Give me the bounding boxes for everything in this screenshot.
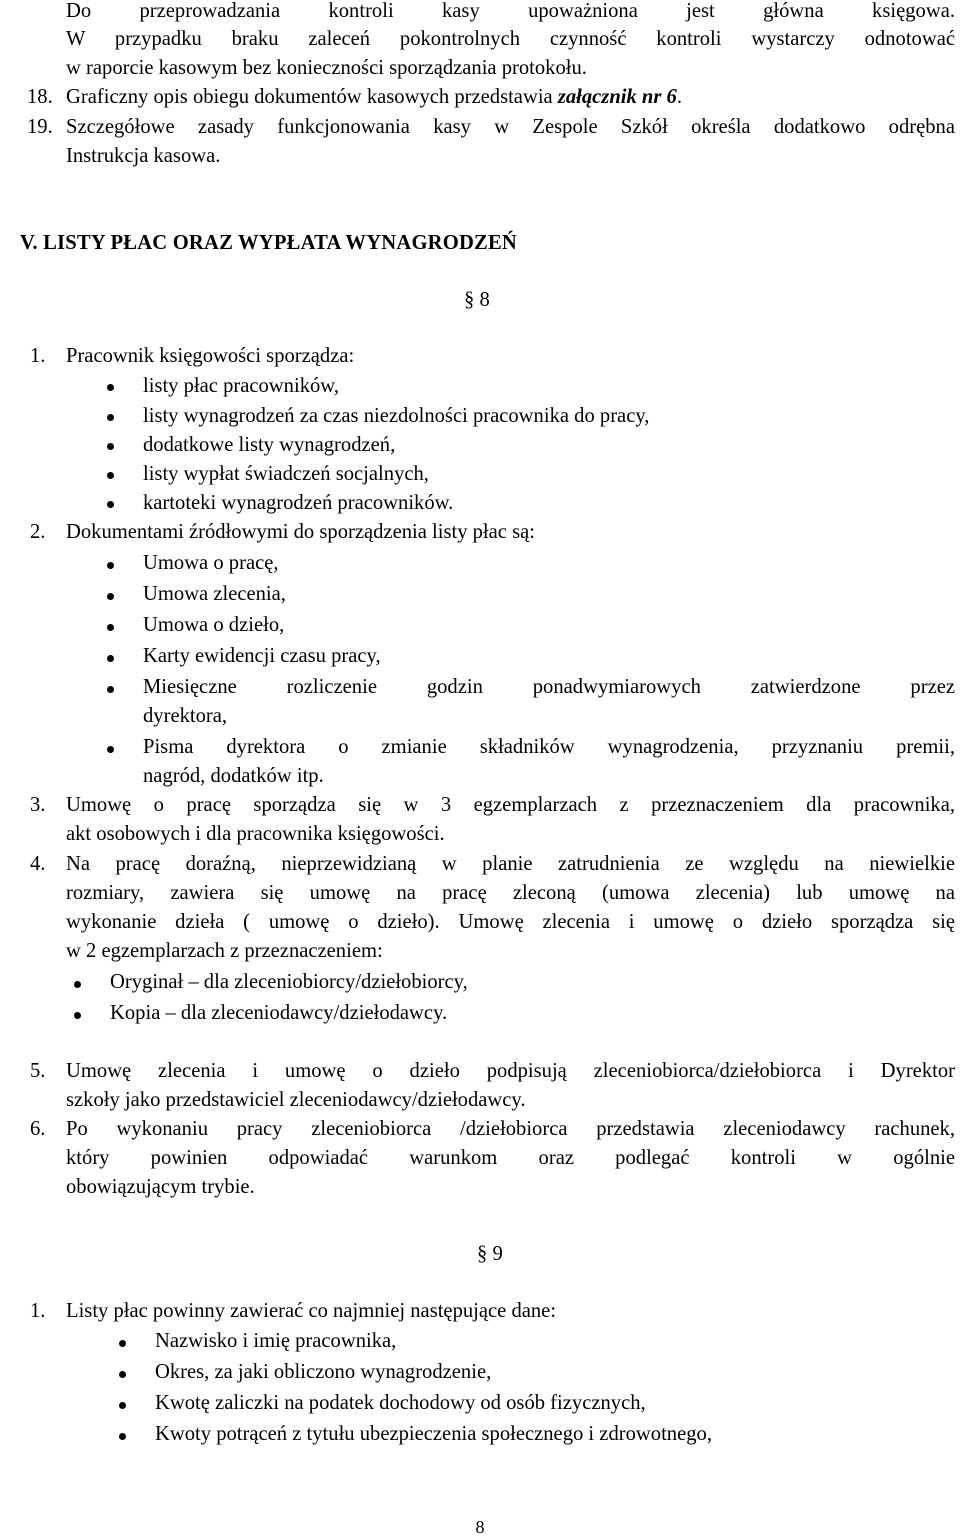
bullet-icon: [107, 501, 114, 508]
bullet-icon: [107, 686, 114, 693]
list-item: listy płac pracowników,: [143, 375, 339, 397]
list-item: Oryginał – dla zleceniobiorcy/dziełobiorcy,: [110, 971, 468, 993]
text-line: Na pracę doraźną, nieprzewidzianą w planie zatrudnienia ze względu na niewielkie: [66, 853, 955, 875]
list-item: Kwotę zaliczki na podatek dochodowy od osób fizycznych,: [155, 1392, 646, 1414]
text-line: Do przeprowadzania kontroli kasy upoważniona jest główna księgowa.: [66, 0, 955, 22]
list-item: Umowa o pracę,: [143, 552, 279, 574]
bullet-icon: [107, 624, 114, 631]
text-line: w raporcie kasowym bez konieczności sporządzania protokołu.: [66, 57, 587, 79]
bullet-icon: [107, 562, 114, 569]
list-item: Karty ewidencji czasu pracy,: [143, 645, 381, 667]
item-number: 5.: [30, 1060, 46, 1082]
text-line: rozmiary, zawiera się umowę na pracę zleconą (umowa zlecenia) lub umowę na: [66, 882, 955, 904]
text-line: szkoły jako przedstawiciel zleceniodawcy/dziełodawcy.: [66, 1089, 526, 1111]
bullet-icon: [107, 655, 114, 662]
section-heading: V. LISTY PŁAC ORAZ WYPŁATA WYNAGRODZEŃ: [20, 232, 517, 254]
list-item-continuation: nagród, dodatków itp.: [143, 765, 324, 787]
list-item: Miesięczne rozliczenie godzin ponadwymiarowych zatwierdzone przez: [143, 676, 955, 698]
bullet-icon: [119, 1340, 126, 1347]
item-text: Pracownik księgowości sporządza:: [66, 345, 355, 367]
item-number: 2.: [30, 521, 46, 543]
bullet-icon: [74, 1012, 81, 1019]
item-number: 19.: [27, 116, 53, 138]
item-text: Dokumentami źródłowymi do sporządzenia listy płac są:: [66, 521, 535, 543]
bullet-icon: [107, 443, 114, 450]
item-number: 3.: [30, 794, 46, 816]
list-item: Okres, za jaki obliczono wynagrodzenie,: [155, 1361, 492, 1383]
list-item: listy wynagrodzeń za czas niezdolności pracownika do pracy,: [143, 405, 650, 427]
text-line: Instrukcja kasowa.: [66, 145, 221, 167]
list-item: kartoteki wynagrodzeń pracowników.: [143, 492, 454, 514]
bullet-icon: [119, 1402, 126, 1409]
paragraph-sign: § 9: [477, 1243, 503, 1265]
text-line: który powinien odpowiadać warunkom oraz podlegać kontroli w ogólnie: [66, 1147, 955, 1169]
text-line: W przypadku braku zaleceń pokontrolnych czynność kontroli wystarczy odnotować: [66, 28, 955, 50]
bullet-icon: [107, 593, 114, 600]
text-line: obowiązującym trybie.: [66, 1176, 255, 1198]
bullet-icon: [74, 981, 81, 988]
list-item-continuation: dyrektora,: [143, 705, 228, 727]
bullet-icon: [119, 1371, 126, 1378]
bullet-icon: [107, 472, 114, 479]
text-line: Umowę o pracę sporządza się w 3 egzemplarzach z przeznaczeniem dla pracownika,: [66, 794, 955, 816]
attachment-reference: załącznik nr 6: [557, 86, 677, 108]
item-number: 6.: [30, 1118, 46, 1140]
text-line: wykonanie dzieła ( umowę o dzieło). Umowę zlecenia i umowę o dzieło sporządza się: [66, 911, 955, 933]
list-item: Umowa zlecenia,: [143, 583, 286, 605]
text-line: Umowę zlecenia i umowę o dzieło podpisują zleceniobiorca/dziełobiorca i Dyrektor: [66, 1060, 955, 1082]
item-number: 4.: [30, 853, 46, 875]
list-item: Umowa o dzieło,: [143, 614, 285, 636]
text-line: w 2 egzemplarzach z przeznaczeniem:: [66, 940, 383, 962]
paragraph-sign: § 8: [464, 289, 490, 311]
text-line: akt osobowych i dla pracownika księgowości.: [66, 823, 445, 845]
text-line: Po wykonaniu pracy zleceniobiorca /dziełobiorca przedstawia zleceniodawcy rachunek,: [66, 1118, 955, 1140]
list-item: Pisma dyrektora o zmianie składników wynagrodzenia, przyznaniu premii,: [143, 736, 955, 758]
list-item: Kopia – dla zleceniodawcy/dziełodawcy.: [110, 1002, 448, 1024]
item-18-text: Graficzny opis obiegu dokumentów kasowych przedstawia załącznik nr 6.: [66, 86, 683, 108]
item-text: Listy płac powinny zawierać co najmniej następujące dane:: [66, 1300, 557, 1322]
item-number: 1.: [30, 345, 46, 367]
item-number: 18.: [27, 86, 53, 108]
list-item: Kwoty potrąceń z tytułu ubezpieczenia społecznego i zdrowotnego,: [155, 1423, 712, 1445]
list-item: listy wypłat świadczeń socjalnych,: [143, 463, 429, 485]
bullet-icon: [107, 414, 114, 421]
bullet-icon: [107, 384, 114, 391]
bullet-icon: [107, 746, 114, 753]
list-item: dodatkowe listy wynagrodzeń,: [143, 434, 396, 456]
list-item: Nazwisko i imię pracownika,: [155, 1330, 397, 1352]
item-number: 1.: [30, 1300, 46, 1322]
text-line: Szczegółowe zasady funkcjonowania kasy w Zespole Szkół określa dodatkowo odrębna: [66, 116, 955, 138]
page-number: 8: [475, 1517, 485, 1537]
bullet-icon: [119, 1433, 126, 1440]
